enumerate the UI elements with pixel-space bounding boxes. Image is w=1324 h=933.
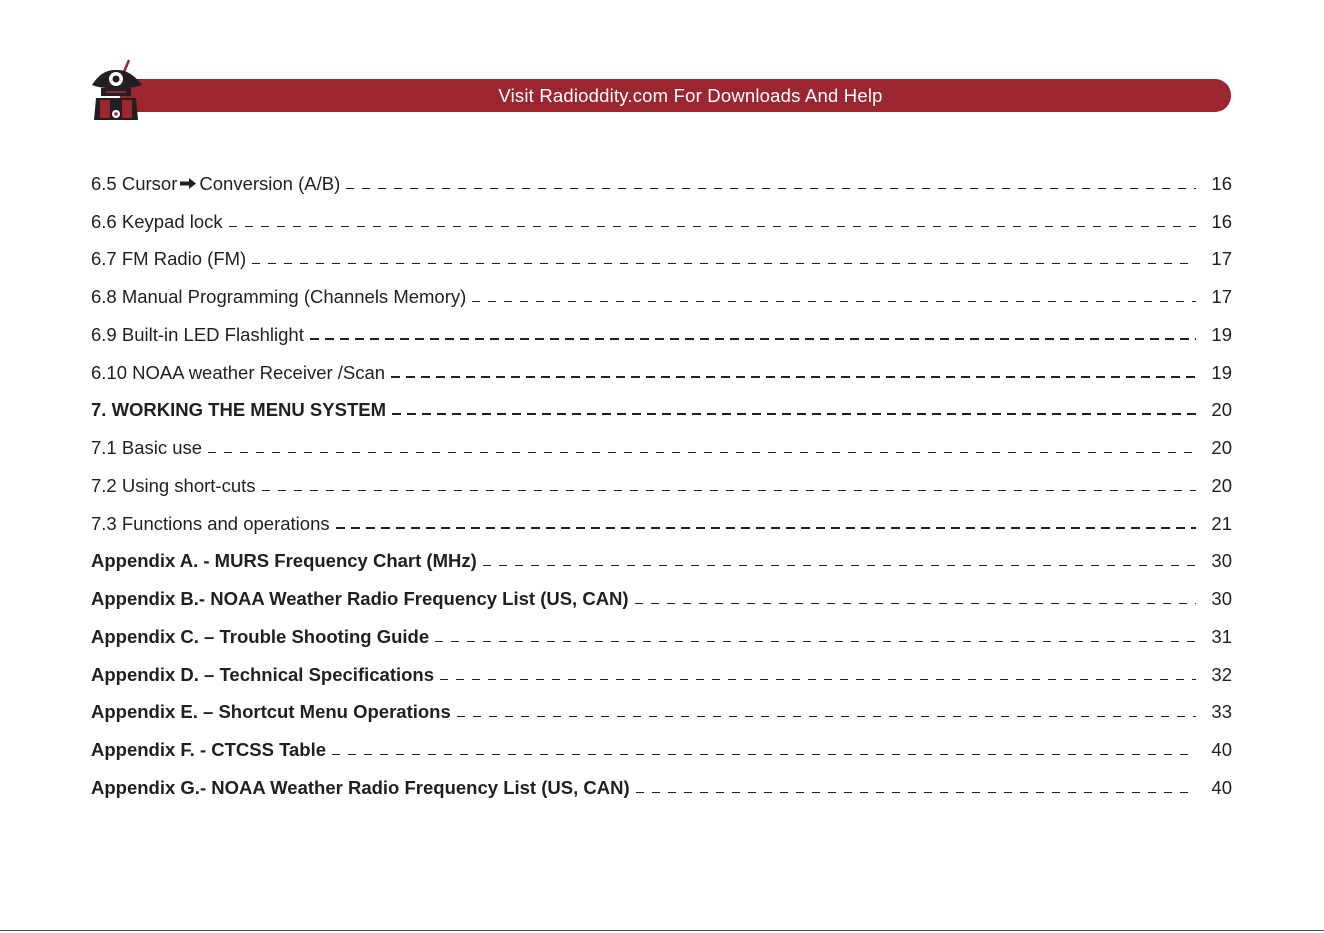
- toc-entry[interactable]: [91, 389, 1232, 427]
- toc-page-number: 16: [1211, 210, 1232, 232]
- toc-entry-title: 6.9 Built-in LED Flashlight: [91, 323, 304, 345]
- dot-leader: [472, 301, 1196, 302]
- toc-entry[interactable]: [91, 464, 1232, 502]
- toc-entry-title: 7. WORKING THE MENU SYSTEM: [91, 399, 386, 421]
- radioddity-pirate-logo-icon: [86, 58, 148, 124]
- toc-page-number: 20: [1211, 474, 1232, 496]
- toc-page-number: 31: [1211, 625, 1232, 647]
- toc-entry-title: 7.2 Using short-cuts: [91, 474, 256, 496]
- dot-leader: [457, 716, 1196, 717]
- toc-page-number: 17: [1211, 286, 1232, 307]
- dot-leader: [262, 490, 1196, 491]
- toc-entry-title-prefix: 6.5 Cursor: [91, 172, 178, 194]
- toc-page-number: 17: [1211, 248, 1232, 270]
- toc-entry-title: 6.10 NOAA weather Receiver /Scan: [91, 361, 386, 383]
- toc-entry[interactable]: [91, 351, 1232, 389]
- toc-page-number: 19: [1211, 361, 1232, 383]
- toc-entry[interactable]: [91, 653, 1232, 691]
- toc-entry-title: Appendix D. – Technical Specifications: [91, 663, 435, 685]
- banner-text: Visit Radioddity.com For Downloads And Help: [498, 85, 883, 106]
- dot-leader: [636, 792, 1196, 793]
- dot-leader: [346, 188, 1196, 189]
- arrow-right-icon: [180, 178, 196, 189]
- dot-leader: [310, 338, 1196, 340]
- toc-entry-title: Appendix A. - MURS Frequency Chart (MHz): [91, 550, 477, 572]
- toc-entry-title: Appendix G.- NOAA Weather Radio Frequency List (US, CAN): [91, 776, 630, 798]
- toc-entry[interactable]: [91, 728, 1232, 766]
- toc-entry-title: 7.1 Basic use: [91, 437, 203, 458]
- toc-entry-title: 6.7 FM Radio (FM): [91, 248, 247, 270]
- toc-entry-title: Appendix C. – Trouble Shooting Guide: [91, 625, 430, 647]
- toc-entry[interactable]: [91, 540, 1232, 578]
- toc-page-number: 19: [1211, 323, 1232, 345]
- toc-page-number: 30: [1211, 550, 1232, 572]
- toc-entry[interactable]: [91, 691, 1232, 729]
- toc-entry[interactable]: [91, 162, 1232, 200]
- toc-page-number: 40: [1211, 776, 1232, 798]
- toc-page-number: 30: [1211, 588, 1232, 609]
- toc-entry-title: 6.8 Manual Programming (Channels Memory): [91, 286, 467, 307]
- toc-page-number: 16: [1211, 172, 1232, 194]
- toc-entry[interactable]: [91, 577, 1232, 615]
- dot-leader: [392, 413, 1196, 415]
- toc-entry-title: Appendix F. - CTCSS Table: [91, 739, 327, 760]
- dot-leader: [229, 226, 1196, 227]
- dot-leader: [435, 641, 1196, 642]
- header-banner: [120, 79, 1231, 112]
- toc-entry-title: [91, 173, 346, 200]
- toc-entry-title: Appendix E. – Shortcut Menu Operations: [91, 701, 451, 723]
- toc-page-number: 32: [1211, 663, 1232, 685]
- toc-entry[interactable]: [91, 313, 1232, 351]
- toc-entry[interactable]: [91, 426, 1232, 464]
- toc-page-number: 33: [1211, 701, 1232, 723]
- toc-entry-title: 6.6 Keypad lock: [91, 210, 223, 232]
- dot-leader: [336, 527, 1196, 529]
- toc-page-number: 20: [1211, 399, 1232, 421]
- toc-page-number: 20: [1211, 437, 1232, 458]
- table-of-contents: [91, 162, 1232, 804]
- dot-leader: [391, 376, 1196, 378]
- dot-leader: [332, 754, 1196, 755]
- toc-entry[interactable]: [91, 200, 1232, 238]
- toc-entry-title-suffix: Conversion (A/B): [199, 172, 341, 194]
- dot-leader: [252, 263, 1196, 264]
- toc-page-number: 40: [1211, 739, 1232, 760]
- toc-entry[interactable]: [91, 275, 1232, 313]
- toc-entry[interactable]: [91, 766, 1232, 804]
- toc-entry-title: 7.3 Functions and operations: [91, 512, 330, 534]
- dot-leader: [440, 679, 1196, 680]
- toc-entry[interactable]: [91, 238, 1232, 276]
- toc-page-number: 21: [1211, 512, 1232, 534]
- dot-leader: [208, 452, 1196, 453]
- toc-entry[interactable]: [91, 615, 1232, 653]
- dot-leader: [635, 603, 1196, 604]
- page-bottom-divider: [0, 930, 1324, 931]
- toc-entry-title: Appendix B.- NOAA Weather Radio Frequency List (US, CAN): [91, 588, 629, 609]
- toc-entry[interactable]: [91, 502, 1232, 540]
- dot-leader: [483, 565, 1196, 566]
